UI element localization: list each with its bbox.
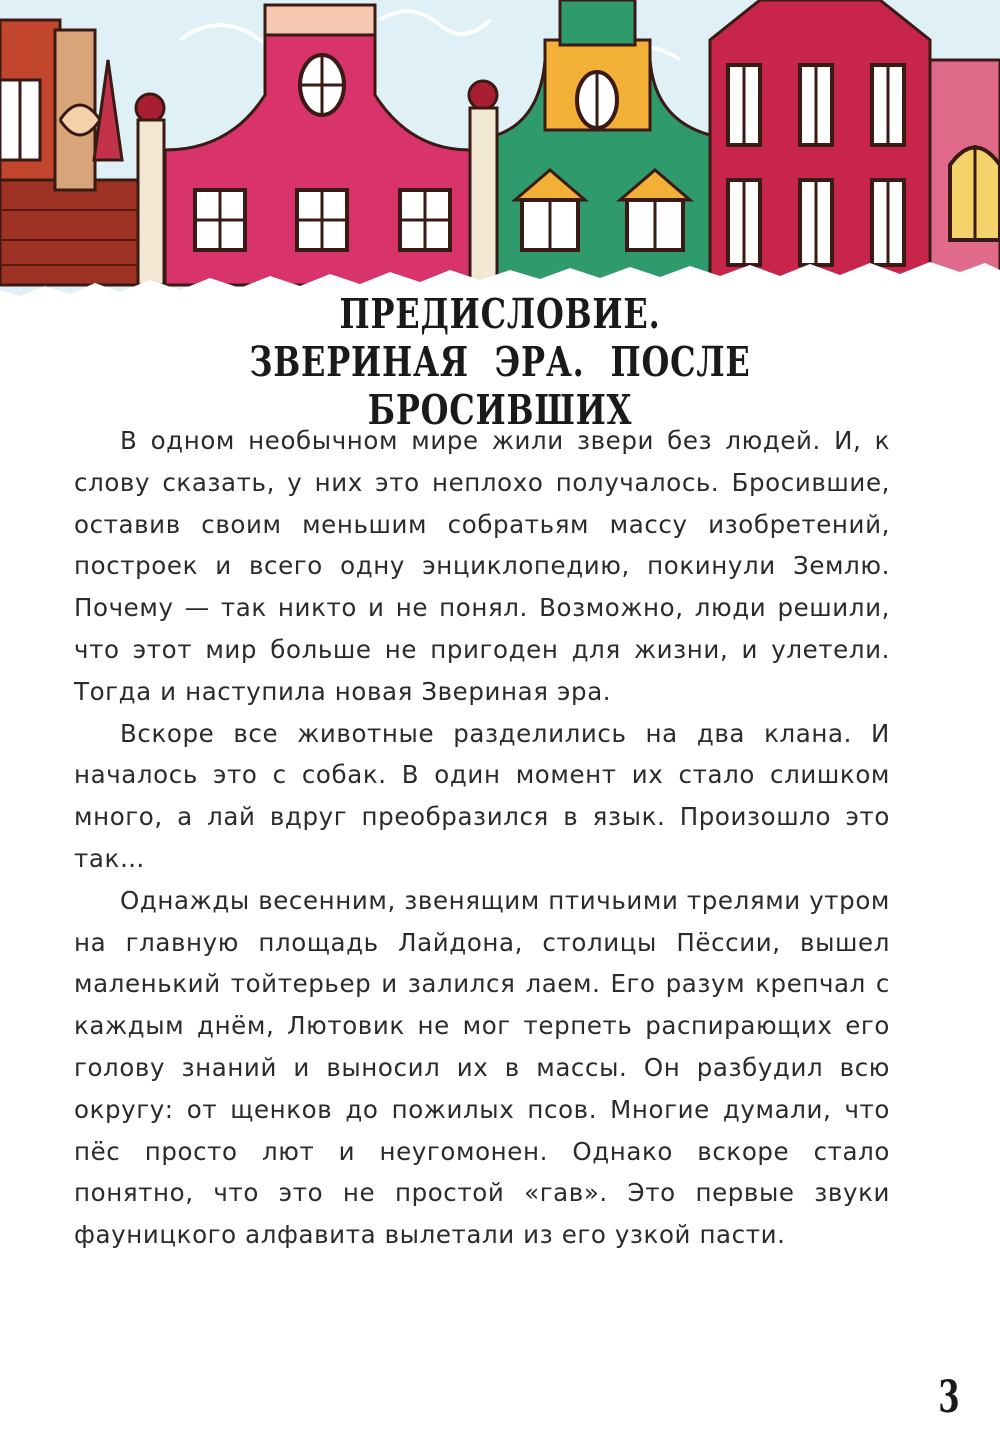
building-right-arch <box>930 60 1000 285</box>
chapter-title-line-2: ЗВЕРИНАЯ ЭРА. ПОСЛЕ БРОСИВШИХ <box>249 338 751 434</box>
paragraph: Вскоре все животные разделились на два клана. И началось это с собак. В один момент их стало слишком много, а лай вдруг преобразился в язык. Произошло это так… <box>74 718 890 873</box>
townhouses-illustration <box>0 0 1000 300</box>
chapter-title-line-1: ПРЕДИСЛОВИЕ. <box>339 290 661 338</box>
paragraph: В одном необычном мире жили звери без людей. И, к слову сказать, у них это неплохо получалось. Бросившие, оставив своим меньшим собратьям массу изобретений, построек и всего одну энциклопедию, покинули Землю. Почему — так никто и не понял. Возможно, люди решили, что этот мир больше не пригоден для жизни, и улетели. Тогда и наступила новая Звериная эра. <box>74 426 890 706</box>
chapter-title <box>110 290 890 434</box>
chapter-body <box>74 420 890 1256</box>
paragraph: Однажды весенним, звенящим птичьими трелями утром на главную площадь Лайдона, столицы Пёссии, вышел маленький тойтерьер и залился лаем. Его разум крепчал с каждым днём, Лютовик не мог терпеть распирающих его голову знаний и выносил их в массы. Он разбудил всю округу: от щенков до пожилых псов. Многие думали, что пёс просто лют и неугомонен. Однако вскоре стало понятно, что это не простой «гав». Это первые звуки фауницкого алфавита вылетали из его узкой пасти. <box>74 885 890 1250</box>
page-number: 3 <box>938 1372 960 1423</box>
spire-middle <box>469 81 497 285</box>
building-red-tall <box>710 0 930 285</box>
